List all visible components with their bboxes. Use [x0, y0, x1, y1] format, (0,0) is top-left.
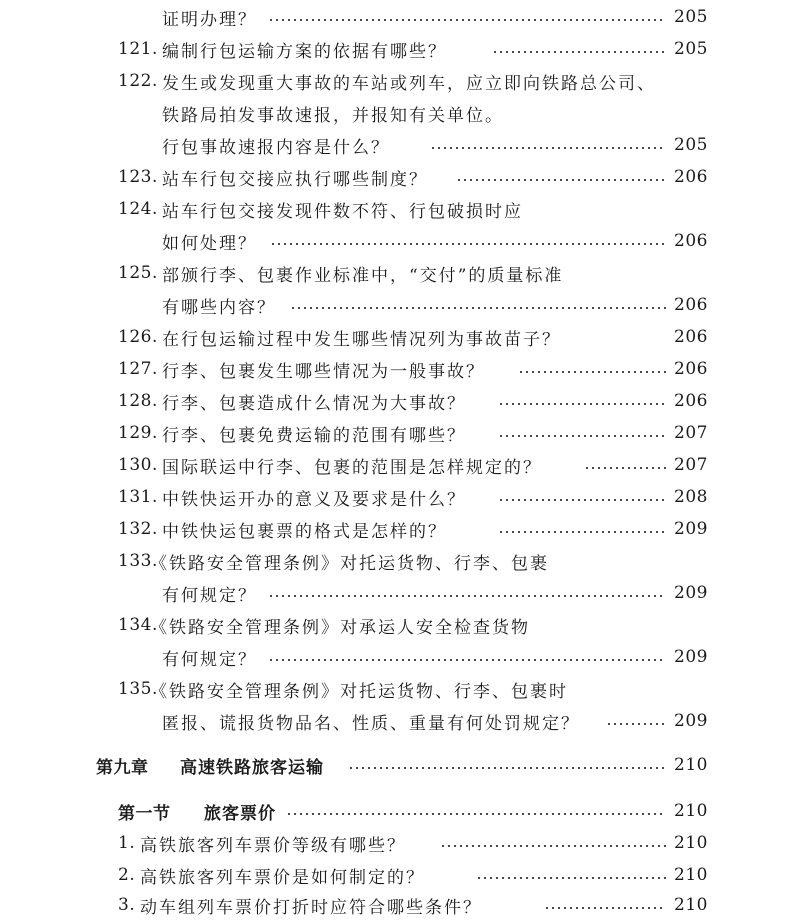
toc-entry-122-line3 — [0, 130, 800, 160]
dot-leader — [498, 531, 666, 533]
toc-entry-text: 匿报、谎报货物品名、性质、重量有何处罚规定？ — [162, 713, 580, 734]
toc-entry-text: 中铁快运包裹票的格式是怎样的？ — [162, 521, 447, 542]
toc-entry-number: 132. — [118, 519, 158, 539]
toc-entry-text: 站车行包交接应执行哪些制度？ — [162, 169, 428, 190]
toc-page-number: 210 — [674, 833, 708, 853]
toc-entry-text: 如何处理？ — [162, 233, 257, 254]
toc-entry-number: 131. — [118, 487, 158, 507]
toc-entry-127 — [0, 354, 800, 384]
toc-entry-number: 124. — [118, 199, 158, 219]
chapter-label: 第九章 — [96, 757, 149, 778]
dot-leader — [584, 467, 666, 469]
toc-entry-text: 在行包运输过程中发生哪些情况列为事故苗子？ — [162, 329, 561, 350]
toc-page-number: 209 — [674, 583, 708, 603]
section-title: 旅客票价 — [204, 803, 276, 824]
dot-leader — [440, 845, 666, 847]
toc-page-number: 206 — [674, 327, 708, 347]
toc-entry-number: 126. — [118, 327, 158, 347]
toc-page-number: 205 — [674, 7, 708, 27]
toc-entry-130 — [0, 450, 800, 480]
toc-entry-text: 《铁路安全管理条例》对托运货物、行李、包裹时 — [150, 681, 568, 702]
section-label: 第一节 — [118, 803, 171, 824]
toc-entry-text: 动车组列车票价打折时应符合哪些条件？ — [140, 897, 482, 918]
toc-entry-text: 《铁路安全管理条例》对托运货物、行李、包裹 — [150, 553, 549, 574]
chapter-title: 高速铁路旅客运输 — [180, 757, 324, 778]
toc-entry-number: 121. — [118, 39, 158, 59]
toc-entry-129 — [0, 418, 800, 448]
toc-entry-125-line2 — [0, 290, 800, 320]
toc-entry-number: 123. — [118, 167, 158, 187]
toc-entry-text: 行李、包裹免费运输的范围有哪些？ — [162, 425, 466, 446]
toc-entry-text: 中铁快运开办的意义及要求是什么？ — [162, 489, 466, 510]
dot-leader — [606, 723, 666, 725]
toc-entry-125-line1 — [0, 258, 800, 288]
toc-page-number: 207 — [674, 455, 708, 475]
toc-section-1 — [0, 796, 800, 826]
dot-leader — [492, 51, 666, 53]
toc-page-number: 205 — [674, 135, 708, 155]
toc-page-number: 209 — [674, 519, 708, 539]
dot-leader — [498, 403, 666, 405]
toc-entry-133-line1 — [0, 546, 800, 576]
toc-entry-text: 《铁路安全管理条例》对承运人安全检查货物 — [150, 617, 530, 638]
toc-page-number: 206 — [674, 231, 708, 251]
toc-entry-text: 高铁旅客列车票价是如何制定的？ — [140, 867, 425, 888]
toc-entry-text: 编制行包运输方案的依据有哪些？ — [162, 41, 447, 62]
toc-entry-number: 128. — [118, 391, 158, 411]
toc-page-number: 210 — [674, 801, 708, 821]
toc-entry-text: 证明办理？ — [162, 9, 257, 30]
toc-entry-122-line1 — [0, 66, 800, 96]
toc-entry-number: 135. — [118, 679, 158, 699]
toc-entry-text: 铁路局拍发事故速报，并报知有关单位。 — [162, 105, 504, 126]
dot-leader — [544, 907, 666, 909]
toc-page-number: 210 — [674, 895, 708, 915]
toc-entry-2 — [0, 860, 800, 890]
toc-entry-number: 3. — [118, 895, 136, 915]
toc-page-number: 206 — [674, 391, 708, 411]
dot-leader — [498, 435, 666, 437]
toc-page-number: 209 — [674, 647, 708, 667]
toc-entry-text: 行李、包裹造成什么情况为大事故？ — [162, 393, 466, 414]
toc-entry-122-line2 — [0, 98, 800, 128]
toc-entry-124-line1 — [0, 194, 800, 224]
dot-leader — [286, 813, 666, 815]
dot-leader — [476, 877, 666, 879]
toc-entry-text: 有何规定？ — [162, 649, 257, 670]
dot-leader — [456, 179, 666, 181]
toc-entry-text: 有何规定？ — [162, 585, 257, 606]
toc-entry-126 — [0, 322, 800, 352]
toc-entry-128 — [0, 386, 800, 416]
toc-entry-1 — [0, 828, 800, 858]
toc-entry-number: 2. — [118, 865, 136, 885]
dot-leader — [518, 371, 666, 373]
toc-entry-number: 129. — [118, 423, 158, 443]
toc-entry-133-line2 — [0, 578, 800, 608]
toc-page-number: 208 — [674, 487, 708, 507]
toc-page-number: 205 — [674, 39, 708, 59]
toc-entry-text: 站车行包交接发现件数不符、行包破损时应 — [162, 201, 523, 222]
toc-page-number: 206 — [674, 359, 708, 379]
dot-leader — [270, 243, 666, 245]
toc-entry-number: 133. — [118, 551, 158, 571]
toc-entry-number: 134. — [118, 615, 158, 635]
dot-leader — [498, 499, 666, 501]
toc-entry-134-line1 — [0, 610, 800, 640]
dot-leader — [268, 659, 666, 661]
toc-entry-135-line1 — [0, 674, 800, 704]
toc-entry-text: 行李、包裹发生哪些情况为一般事故？ — [162, 361, 485, 382]
toc-entry-number: 127. — [118, 359, 158, 379]
toc-entry-number: 1. — [118, 833, 136, 853]
toc-entry-3 — [0, 890, 800, 920]
toc-page-number: 207 — [674, 423, 708, 443]
toc-page-number: 210 — [674, 865, 708, 885]
toc-page-number: 210 — [674, 755, 708, 775]
toc-entry-121 — [0, 34, 800, 64]
toc-entry-text: 高铁旅客列车票价等级有哪些？ — [140, 835, 406, 856]
toc-entry-134-line2 — [0, 642, 800, 672]
dot-leader — [348, 767, 666, 769]
toc-entry-124-line2 — [0, 226, 800, 256]
toc-entry-132 — [0, 514, 800, 544]
toc-entry-text: 发生或发现重大事故的车站或列车，应立即向铁路总公司、 — [162, 73, 656, 94]
dot-leader — [268, 595, 666, 597]
toc-entry-135-line2 — [0, 706, 800, 736]
dot-leader — [268, 19, 666, 21]
toc-chapter-9 — [0, 750, 800, 780]
toc-page-number: 206 — [674, 295, 708, 315]
toc-entry-number: 130. — [118, 455, 158, 475]
toc-entry-number: 125. — [118, 263, 158, 283]
toc-page-number: 209 — [674, 711, 708, 731]
toc-entry-text: 国际联运中行李、包裹的范围是怎样规定的？ — [162, 457, 542, 478]
dot-leader — [430, 147, 666, 149]
toc-entry-text: 行包事故速报内容是什么？ — [162, 137, 390, 158]
toc-entry-120-cont — [0, 2, 800, 32]
toc-entry-number: 122. — [118, 71, 158, 91]
dot-leader — [290, 307, 666, 309]
toc-entry-123 — [0, 162, 800, 192]
toc-entry-131 — [0, 482, 800, 512]
toc-page-number: 206 — [674, 167, 708, 187]
toc-entry-text: 部颁行李、包裹作业标准中，“交付”的质量标准 — [162, 265, 564, 286]
toc-entry-text: 有哪些内容？ — [162, 297, 276, 318]
